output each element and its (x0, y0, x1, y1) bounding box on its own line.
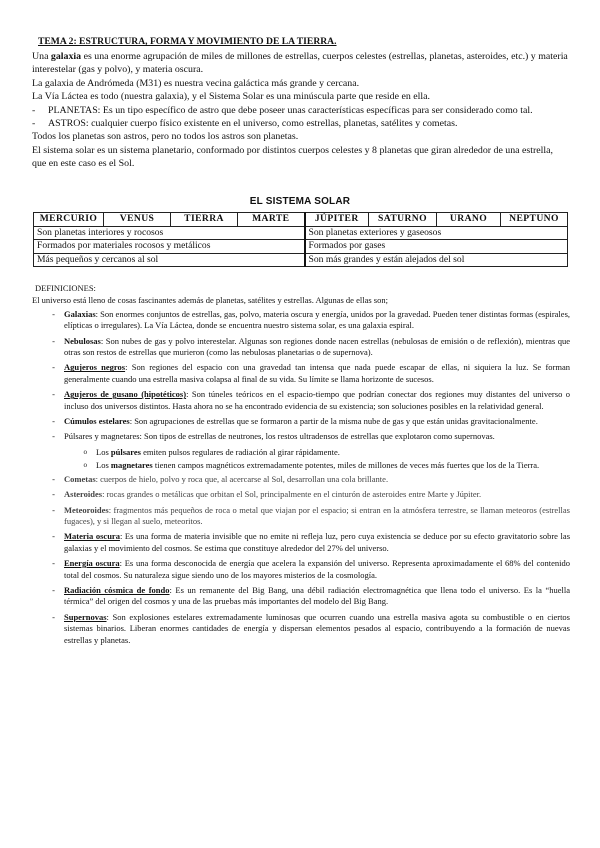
intro-section (32, 50, 568, 171)
definition-term: magnetares (110, 460, 153, 471)
planet-name: NEPTUNO (501, 213, 568, 227)
sub-definition-item: o Los magnetares tienen campos magnéticos extremadamente potentes, miles de millones de veces más fuertes que los de la Tierra. (58, 460, 570, 471)
definition-item: - Energía oscura: Es una forma desconocida de energía que acelera la expansión del universo. Representa aproximadamente el 68% del contenido total del cosmos. Su naturaleza sigue siendo uno de los mayores misterios de la cosmología. (32, 558, 570, 581)
inner-planets-cell: Formados por materiales rocosos y metálicos (34, 240, 305, 254)
planetas-item: - PLANETAS: Es un tipo específico de astro que debe poseer unas características específicas para ser considerado como tal. (32, 104, 533, 116)
solar-system-title: EL SISTEMA SOLAR (249, 196, 351, 207)
definitions-lead: El universo está lleno de cosas fascinantes además de planetas, satélites y estrellas. Algunas de ellas son; (32, 295, 388, 306)
dash-bullet: - (52, 389, 55, 400)
definition-term: Nebulosas (64, 335, 101, 346)
definition-item: - Galaxias: Son enormes conjuntos de estrellas, gas, polvo, materia oscura y energía, unidos por la gravedad. Pueden tener distintas formas (espirales, elípticas o irregulares). La Vía Láctea, donde se encuentra nuestro sistema solar, es una galaxia espiral. (32, 309, 570, 332)
definition-term: Asteroides (64, 489, 103, 500)
definition-term: Agujeros de gusano (hipotéticos) (64, 389, 187, 400)
definition-item: - Agujeros negros: Son regiones del espacio con una gravedad tan intensa que nada puede escapar de ellas, ni siquiera la luz. Se forman generalmente cuando una estrella masiva colapsa al final de su vida. Su límite se llama horizonte de sucesos. (32, 362, 570, 385)
definition-item: - Agujeros de gusano (hipotéticos): Son túneles teóricos en el espacio-tiempo que podrían conectar dos regiones muy distantes del universo o incluso dos universos distintos. Hasta ahora no se ha encontrado evidencia de su existencia; son soluciones posibles en la relatividad general. (32, 389, 570, 412)
planet-name: TIERRA (171, 213, 238, 227)
planet-name: MARTE (238, 213, 305, 227)
definition-item: - Radiación cósmica de fondo: Es un remanente del Big Bang, una débil radiación electromagnética que llena todo el universo. Es la “huella térmica” del origen del cosmos y una de las pruebas más importantes del modelo del Big Bang. (32, 585, 570, 608)
todos-paragraph: Todos los planetas son astros, pero no todos los astros son planetas. (32, 131, 299, 143)
dash-bullet: - (52, 584, 55, 595)
definition-term: Cometas (64, 473, 96, 484)
definition-item: - Cúmulos estelares: Son agrupaciones de estrellas que se formaron a partir de la misma nube de gas y que están unidas gravitacionalmente. (32, 416, 570, 427)
definition-term: Materia oscura (64, 531, 120, 542)
definition-item: - Materia oscura: Es una forma de materia invisible que no emite ni refleja luz, pero cuya existencia se deduce por su efecto gravitatorio sobre las galaxias y el movimiento del cosmos. Se estima que constituye alrededor del 27% del universo. (32, 531, 570, 554)
definition-term: Radiación cósmica de fondo (64, 584, 170, 595)
sistema-paragraph: El sistema solar es un sistema planetario, conformado por distintos cuerpos celestes y 8 planetas que giran alrededor de una estrella, que en este caso es el Sol. (32, 144, 554, 170)
dash-bullet: - (32, 104, 36, 116)
definition-term: Galaxias (64, 308, 96, 319)
planet-name: SATURNO (369, 213, 437, 227)
dash-bullet: - (32, 118, 36, 130)
table-row (34, 240, 568, 254)
definition-item: - Meteoroides: fragmentos más pequeños de roca o metal que viajan por el espacio; si entran en la atmósfera terrestre, se llaman meteoros (estrellas fugaces), y si llegan al suelo, meteoritos. (32, 505, 570, 528)
dash-bullet: - (52, 489, 55, 500)
definitions-section (32, 283, 570, 650)
planet-name: MERCURIO (34, 213, 104, 227)
galaxia-paragraph: Una galaxia es una enorme agrupación de miles de millones de estrellas, cuerpos celestes (estrellas, planetas, asteroides, etc.) y materia interestelar (gas y polvo), y materia oscura. (32, 51, 568, 76)
planet-name: JÚPITER (305, 213, 369, 227)
definition-item: - Asteroides: rocas grandes o metálicas que orbitan el Sol, principalmente en el cinturón de asteroides entre Marte y Júpiter. (32, 489, 570, 500)
definition-term: Supernovas (64, 611, 107, 622)
circle-bullet: o (83, 461, 87, 470)
definitions-heading: DEFINICIONES: (35, 283, 96, 293)
planet-header-row (34, 213, 568, 227)
definition-item: - Púlsares y magnetares: Son tipos de estrellas de neutrones, los restos ultradensos de estrellas que explotaron como supernovas. (32, 431, 570, 442)
table-row (34, 253, 568, 267)
dash-bullet: - (52, 558, 55, 569)
solar-system-table (33, 212, 568, 267)
table-row (34, 226, 568, 240)
dash-bullet: - (52, 416, 55, 427)
definition-term: Cúmulos estelares (64, 416, 130, 427)
andromeda-paragraph: La galaxia de Andrómeda (M31) es nuestra vecina galáctica más grande y cercana. (32, 77, 360, 89)
dash-bullet: - (52, 531, 55, 542)
dash-bullet: - (52, 308, 55, 319)
dash-bullet: - (52, 362, 55, 373)
dash-bullet: - (52, 335, 55, 346)
definitions-list (32, 309, 570, 646)
outer-planets-cell: Son más grandes y están alejados del sol (305, 253, 568, 267)
definition-term: púlsares (110, 446, 141, 457)
galaxia-term: galaxia (50, 51, 82, 62)
outer-planets-cell: Son planetas exteriores y gaseosos (305, 226, 568, 240)
dash-bullet: - (52, 611, 55, 622)
dash-bullet: - (52, 504, 55, 515)
astros-item: - ASTROS: cualquier cuerpo físico existente en el universo, como estrellas, planetas, satélites y cometas. (32, 118, 458, 130)
inner-planets-cell: Más pequeños y cercanos al sol (34, 253, 305, 267)
via-lactea-paragraph: La Vía Láctea es todo (nuestra galaxia), y el Sistema Solar es una minúscula parte que reside en ella. (32, 91, 430, 103)
planet-name: VENUS (104, 213, 171, 227)
planet-name: URANO (437, 213, 501, 227)
circle-bullet: o (83, 447, 87, 456)
outer-planets-cell: Formados por gases (305, 240, 568, 254)
sub-definition-item: o Los púlsares emiten pulsos regulares de radiación al girar rápidamente. (58, 447, 570, 458)
definition-item: - Supernovas: Son explosiones estelares extremadamente luminosas que ocurren cuando una estrella masiva agota su combustible o en ciertos sistemas binarios. Liberan enormes cantidades de energía y dispersan elementos pesados al espacio, contribuyendo a la formación de nuevas estrellas y planetas. (32, 612, 570, 646)
dash-bullet: - (52, 431, 55, 442)
definition-item: - Cometas: cuerpos de hielo, polvo y roca que, al acercarse al Sol, desarrollan una cola brillante. (32, 474, 570, 485)
definition-term: Agujeros negros (64, 362, 126, 373)
dash-bullet: - (52, 473, 55, 484)
inner-planets-cell: Son planetas interiores y rocosos (34, 226, 305, 240)
definition-item: - Nebulosas: Son nubes de gas y polvo interestelar. Algunas son regiones donde nacen estrellas (nebulosas de emisión o de reflexión), mientras que otras son restos de estrellas que murieron (como las nebulosas planetarias o de supernova). (32, 336, 570, 359)
definition-term: Meteoroides (64, 504, 109, 515)
definition-term: Energía oscura (64, 558, 120, 569)
page-title: TEMA 2: ESTRUCTURA, FORMA Y MOVIMIENTO DE LA TIERRA. (38, 36, 337, 47)
